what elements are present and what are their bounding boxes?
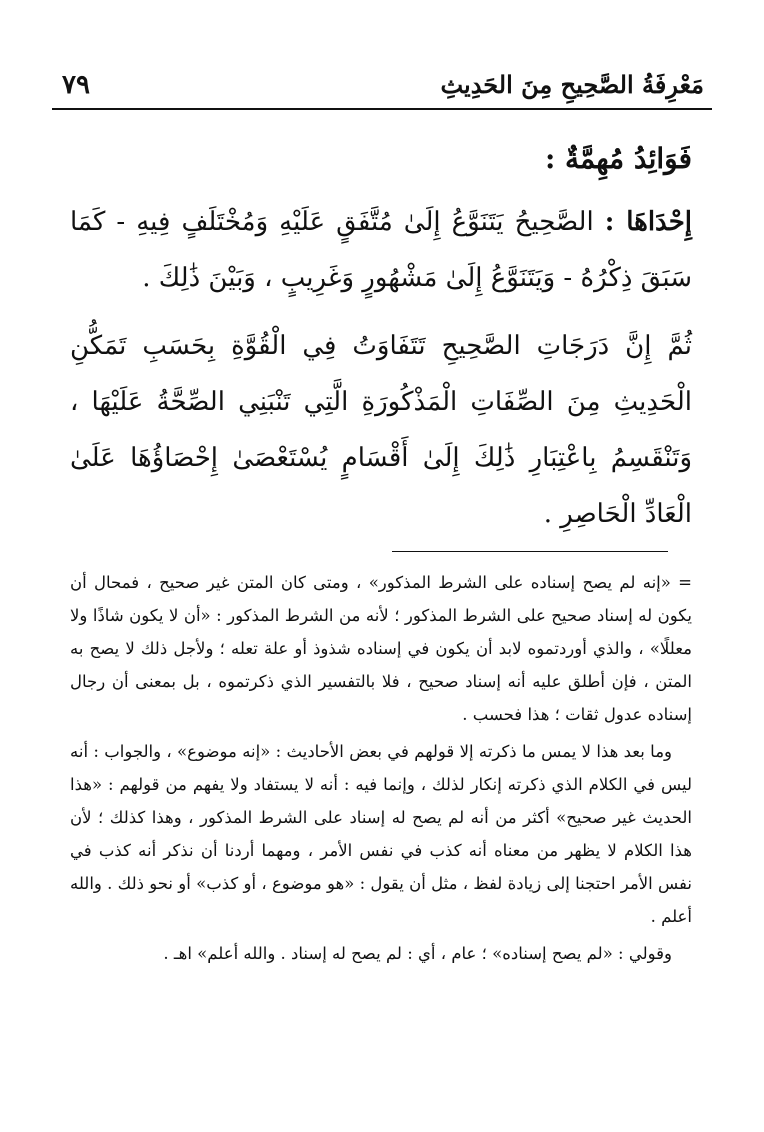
running-title: مَعْرِفَةُ الصَّحِيحِ مِنَ الحَدِيثِ (440, 70, 704, 99)
footnote-paragraph-2: وما بعد هذا لا يمس ما ذكرته إلا قولهم في بعض الأحاديث : «إنه موضوع» ، والجواب : أنه ليس في الكلام الذي ذكرته إنكار لذلك ، وإنما فيه : أنه لا يستفاد ولا يفهم من قولهم : «هذا الحديث غير صحيح» أكثر من أنه لم يصح له إسناد على الشرط المذكور ، وهذا كذلك ؛ لأن هذا الكلام لا يظهر من معناه أنه كذب في نفس الأمر ، ومهما أردنا أن نذكر أنه كذب في نفس الأمر احتجنا إلى زيادة لفظ ، مثل أن يقول : «هو موضوع ، أو كذب» أو نحو ذلك . والله أعلم . (70, 742, 692, 926)
footnote-divider (392, 551, 668, 552)
page-header (52, 64, 712, 104)
footnote-paragraph-3: وقولي : «لم يصح إسناده» ؛ عام ، أي : لم يصح له إسناد . والله أعلم» اهـ . (163, 944, 672, 963)
paragraph-lead-word: إِحْدَاهَا : (604, 207, 693, 237)
main-text (70, 194, 692, 542)
paragraph-1 (70, 194, 692, 306)
page-number: ٧٩ (62, 70, 90, 100)
section-heading: فَوَائِدُ مُهِمَّةٌ : (544, 142, 692, 175)
footnotes (70, 566, 692, 974)
paragraph-2: ثُمَّ إِنَّ دَرَجَاتِ الصَّحِيحِ تَتَفَاوَتُ فِي الْقُوَّةِ بِحَسَبِ تَمَكُّنِ الْحَدِيثِ مِنَ الصِّفَاتِ الْمَذْكُورَةِ الَّتِي تَنْبَنِي الصِّحَّةُ عَلَيْهَا ، وَتَنْقَسِمُ بِاعْتِبَارِ ذَٰلِكَ إِلَىٰ أَقْسَامٍ يُسْتَعْصَىٰ إِحْصَاؤُهَا عَلَىٰ الْعَادِّ الْحَاصِرِ . (70, 331, 692, 529)
paragraph-1-text: الصَّحِيحُ يَتَنَوَّعُ إِلَىٰ مُتَّفَقٍ عَلَيْهِ وَمُخْتَلَفٍ فِيهِ - كَمَا سَبَقَ ذِكْرُهُ - وَيَتَنَوَّعُ إِلَىٰ مَشْهُورٍ وَغَرِيبٍ ، وَبَيْنَ ذَٰلِكَ . (70, 207, 692, 293)
footnote-paragraph-1: = «إنه لم يصح إسناده على الشرط المذكور» ، ومتى كان المتن غير صحيح ، فمحال أن يكون له إسناد صحيح على الشرط المذكور ؛ لأنه من الشرط المذكور : «أن لا يكون شاذًا ولا معللًا» ، والذي أوردتموه لابد أن يكون في إسناده شذوذ أو علة تعله ؛ ولأجل ذلك لا يصح به المتن ، فإن أطلق عليه أنه إسناد صحيح ، فلا بالتفسير الذي ذكرتموه ، بل بمعنى أن رجال إسناده عدول ثقات ؛ هذا فحسب . (70, 573, 692, 724)
header-divider (52, 108, 712, 110)
